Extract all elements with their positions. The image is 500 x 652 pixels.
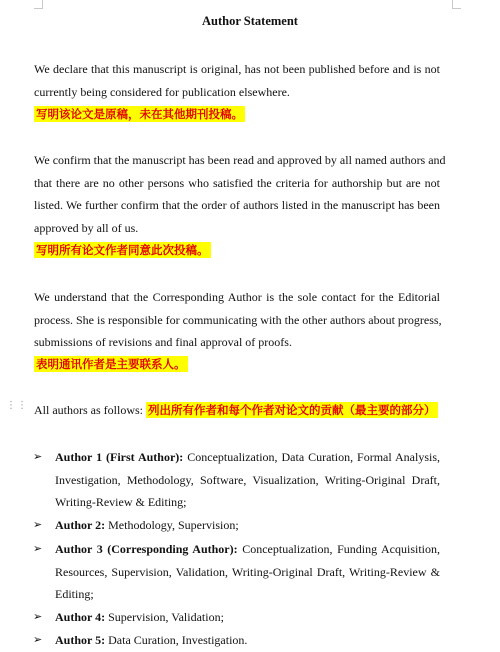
paragraph-line: We declare that this manuscript is original, has not been published before and is not [34,62,440,76]
paragraph-line: listed. We further confirm that the order of authors listed in the manuscript has been [34,198,440,212]
author-name: Author 4: [55,610,106,624]
author-contribution: Resources, Supervision, Validation, Writing-Original Draft, Writing-Review & [55,564,440,579]
bullet-arrow-icon: ➢ [33,610,43,623]
author-contribution: Conceptualization, Funding Acquisition, [242,542,440,556]
author-name: Author 5: [55,633,106,647]
author-contribution: Conceptualization, Data Curation, Formal Analysis, [187,450,441,464]
paragraph-line: process. She is responsible for communicating with the other authors about progress, [34,312,442,327]
drag-handle-icon[interactable]: ⋮⋮ [6,400,28,411]
paragraph-line: that there are no other persons who satisfied the criteria for authorship but are not [34,175,440,190]
paragraph-approval [34,149,446,239]
document-title: Author Statement [202,14,298,28]
author-list-item [55,538,440,606]
author-contribution: Supervision, Validation; [108,610,224,624]
paragraph-line: approved by all of us. [34,220,139,235]
paragraph-line: We understand that the Corresponding Author is the sole contact for the Editorial [34,290,440,304]
paragraph-originality [34,58,440,103]
bullet-arrow-icon: ➢ [33,633,43,646]
all-authors-line [34,400,438,420]
paragraph-line: currently being considered for publication elsewhere. [34,84,290,99]
author-contribution: Data Curation, Investigation. [108,633,248,647]
paragraph-line: We confirm that the manuscript has been read and approved by all named authors and [34,153,446,167]
paragraph-line: submissions of revisions and final approval of proofs. [34,335,292,349]
author-name: Author 2: [55,518,106,532]
author-list-item [55,514,440,537]
bullet-arrow-icon: ➢ [33,542,43,555]
bullet-arrow-icon: ➢ [33,450,43,463]
note-approval: 写明所有论文作者同意此次投稿。 [36,243,209,257]
bullet-arrow-icon: ➢ [33,518,43,531]
page-corner-mark-left [34,0,43,9]
note-originality: 写明该论文是原稿，未在其他期刊投稿。 [36,107,243,121]
author-contribution: Investigation, Methodology, Software, Visualization, Writing-Original Draft, [55,472,440,487]
author-contribution: Writing-Review & Editing; [55,495,187,509]
all-authors-label: All authors as follows: [34,403,143,417]
author-list-item [55,606,440,629]
author-list-item [55,629,440,652]
note-corresponding-author: 表明通讯作者是主要联系人。 [36,357,186,371]
page-corner-mark-right [452,0,461,9]
author-contribution: Editing; [55,587,94,601]
note-contributions: 列出所有作者和每个作者对论文的贡献（最主要的部分） [148,403,436,417]
author-name: Author 3 (Corresponding Author): [55,542,238,556]
author-name: Author 1 (First Author): [55,450,184,464]
author-list-item [55,446,440,514]
paragraph-corresponding-author [34,286,440,354]
author-contribution: Methodology, Supervision; [108,518,239,532]
